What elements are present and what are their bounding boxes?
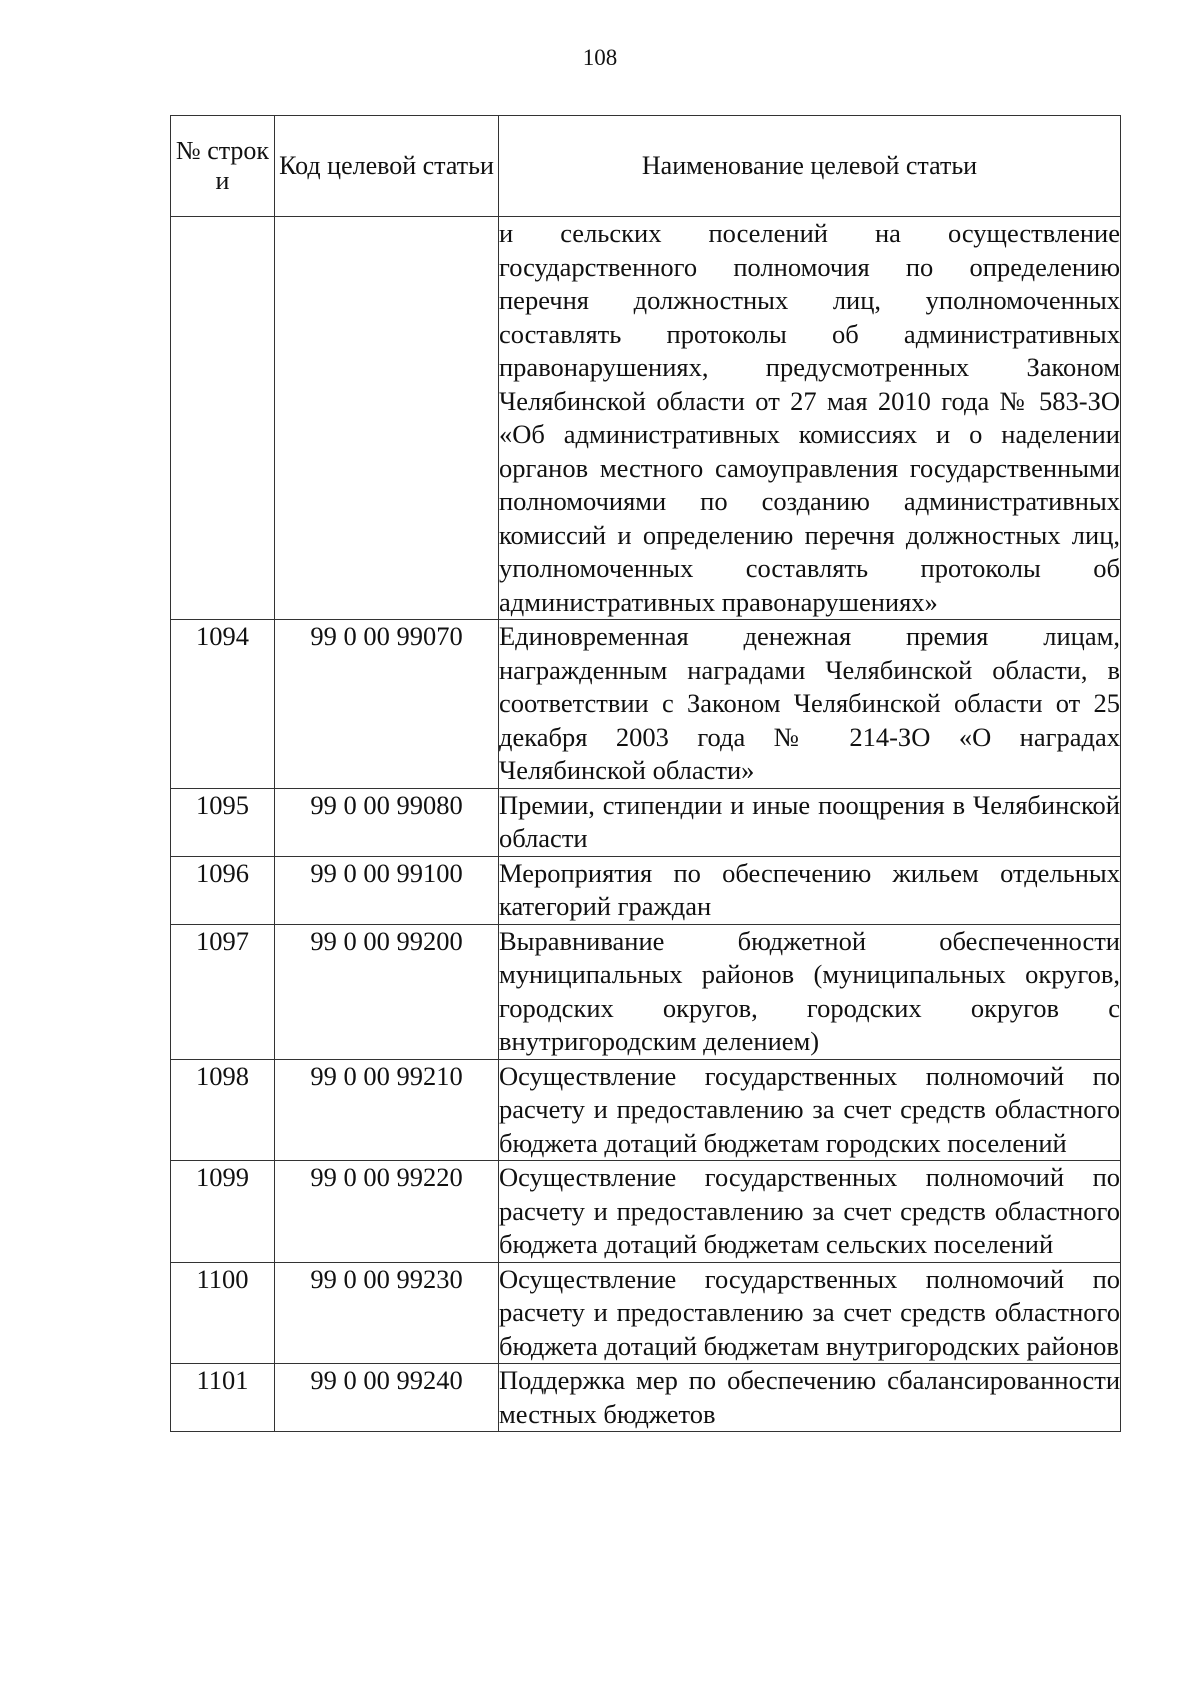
article-name: и сельских поселений на осуществление государственного полномочия по определению перечня должностных лиц, уполномоченных составлять протоколы об административных правонарушениях, предусмотренных Законом Челябинской области от 27 мая 2010 года № 583-ЗО «Об административных комиссиях и о наделении органов местного самоуправления государственными полномочиями по созданию административных комиссий и определению перечня должностных лиц, уполномоченных составлять протоколы об административных правонарушениях» bbox=[499, 217, 1121, 620]
article-code: 99 0 00 99080 bbox=[275, 788, 499, 856]
article-code: 99 0 00 99230 bbox=[275, 1262, 499, 1364]
table-row bbox=[171, 217, 1121, 620]
row-number: 1096 bbox=[171, 856, 275, 924]
table-row bbox=[171, 924, 1121, 1059]
table-header-row bbox=[171, 116, 1121, 217]
row-number: 1099 bbox=[171, 1161, 275, 1263]
article-name: Осуществление государственных полномочий по расчету и предоставлению за счет средств областного бюджета дотаций бюджетам городских поселений bbox=[499, 1059, 1121, 1161]
article-name: Выравнивание бюджетной обеспеченности муниципальных районов (муниципальных округов, городских округов, городских округов с внутригородским делением) bbox=[499, 924, 1121, 1059]
row-number: 1100 bbox=[171, 1262, 275, 1364]
row-number: 1097 bbox=[171, 924, 275, 1059]
article-name: Единовременная денежная премия лицам, награжденным наградами Челябинской области, в соответствии с Законом Челябинской области от 25 декабря 2003 года № 214-ЗО «О наградах Челябинской области» bbox=[499, 620, 1121, 789]
article-code: 99 0 00 99200 bbox=[275, 924, 499, 1059]
table-row bbox=[171, 1059, 1121, 1161]
article-code: 99 0 00 99210 bbox=[275, 1059, 499, 1161]
header-row-number: № строк и bbox=[171, 116, 275, 217]
article-name: Премии, стипендии и иные поощрения в Челябинской области bbox=[499, 788, 1121, 856]
article-code: 99 0 00 99100 bbox=[275, 856, 499, 924]
row-number: 1094 bbox=[171, 620, 275, 789]
article-name: Осуществление государственных полномочий по расчету и предоставлению за счет средств областного бюджета дотаций бюджетам внутригородских районов bbox=[499, 1262, 1121, 1364]
article-name: Мероприятия по обеспечению жильем отдельных категорий граждан bbox=[499, 856, 1121, 924]
header-article-code: Код целевой статьи bbox=[275, 116, 499, 217]
article-code bbox=[275, 217, 499, 620]
table-row bbox=[171, 1161, 1121, 1263]
article-code: 99 0 00 99220 bbox=[275, 1161, 499, 1263]
header-article-name: Наименование целевой статьи bbox=[499, 116, 1121, 217]
article-code: 99 0 00 99070 bbox=[275, 620, 499, 789]
row-number: 1098 bbox=[171, 1059, 275, 1161]
row-number: 1095 bbox=[171, 788, 275, 856]
target-articles-table bbox=[170, 115, 1121, 1432]
article-code: 99 0 00 99240 bbox=[275, 1364, 499, 1432]
row-number: 1101 bbox=[171, 1364, 275, 1432]
table-row bbox=[171, 620, 1121, 789]
row-number bbox=[171, 217, 275, 620]
article-name: Поддержка мер по обеспечению сбалансированности местных бюджетов bbox=[499, 1364, 1121, 1432]
page-number: 108 bbox=[582, 45, 618, 70]
table-row bbox=[171, 1262, 1121, 1364]
table-row bbox=[171, 1364, 1121, 1432]
table-row bbox=[171, 856, 1121, 924]
article-name: Осуществление государственных полномочий по расчету и предоставлению за счет средств областного бюджета дотаций бюджетам сельских поселений bbox=[499, 1161, 1121, 1263]
table-row bbox=[171, 788, 1121, 856]
